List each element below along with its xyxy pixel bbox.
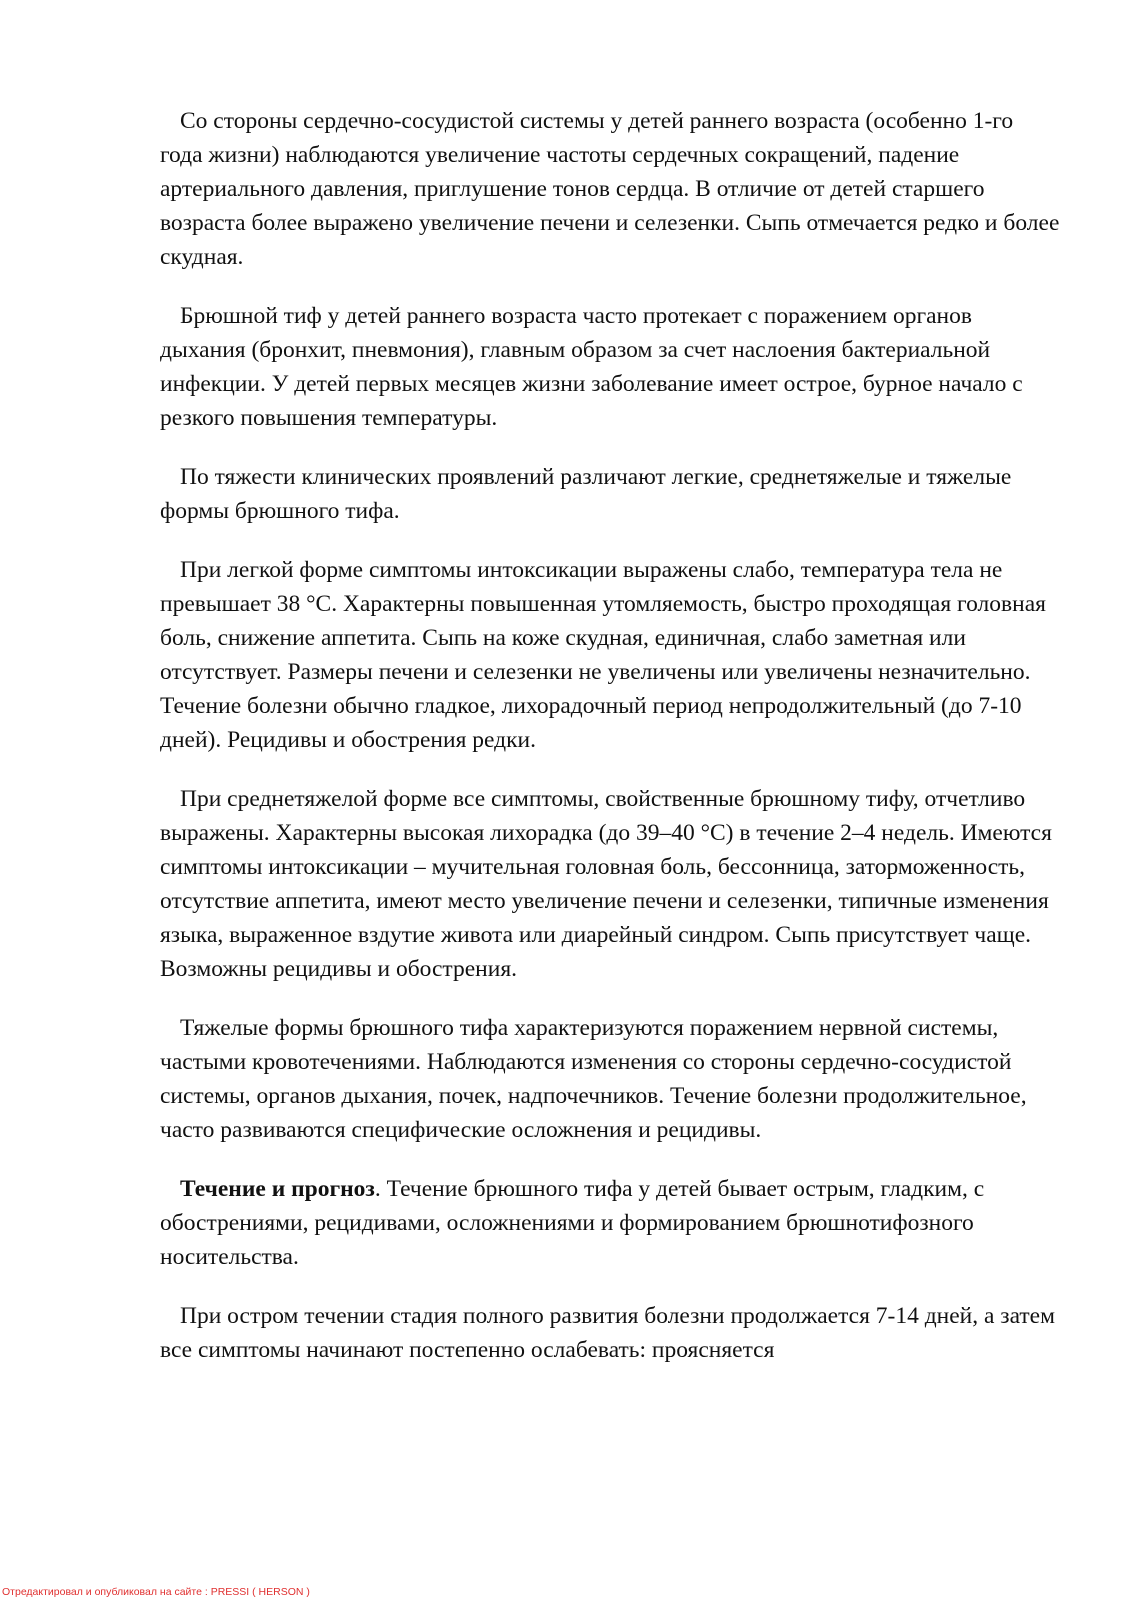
- paragraph-course-prognosis: [160, 1172, 1060, 1274]
- paragraph-respiratory: Брюшной тиф у детей раннего возраста часто протекает с поражением органов дыхания (бронхит, пневмония), главным образом за счет наслоения бактериальной инфекции. У детей первых месяцев жизни заболевание имеет острое, бурное начало с резкого повышения температуры.: [160, 303, 1023, 431]
- document-body: [160, 104, 1060, 1392]
- paragraph-acute-course: При остром течении стадия полного развития болезни продолжается 7-14 дней, а затем все симптомы начинают постепенно ослабевать: проясняется: [160, 1303, 1055, 1363]
- paragraph-severe-form: Тяжелые формы брюшного тифа характеризуются поражением нервной системы, частыми кровотечениями. Наблюдаются изменения со стороны сердечно-сосудистой системы, органов дыхания, почек, надпочечников. Течение болезни продолжительное, часто развиваются специфические осложнения и рецидивы.: [160, 1015, 1027, 1143]
- course-prognosis-text: . Течение брюшного тифа у детей бывает острым, гладким, с обострениями, рецидивами, осложнениями и формированием брюшнотифозного носительства.: [160, 1176, 985, 1270]
- paragraph-cardiovascular: Со стороны сердечно-сосудистой системы у детей раннего возраста (особенно 1-го года жизни) наблюдаются увеличение частоты сердечных сокращений, падение артериального давления, приглушение тонов сердца. В отличие от детей старшего возраста более выражено увеличение печени и селезенки. Сыпь отмечается редко и более скудная.: [160, 108, 1060, 270]
- paragraph-mild-form: При легкой форме симптомы интоксикации выражены слабо, температура тела не превышает 38 °С. Характерны повышенная утомляемость, быстро проходящая головная боль, снижение аппетита. Сыпь на коже скудная, единичная, слабо заметная или отсутствует. Размеры печени и селезенки не увеличены или увеличены незначительно. Течение болезни обычно гладкое, лихорадочный период непродолжительный (до 7-10 дней). Рецидивы и обострения редки.: [160, 557, 1046, 753]
- publisher-footer: Отредактировал и опубликовал на сайте : PRESSI ( HERSON ): [2, 1586, 310, 1598]
- paragraph-severity-forms: По тяжести клинических проявлений различают легкие, среднетяжелые и тяжелые формы брюшного тифа.: [160, 464, 1012, 524]
- course-prognosis-heading: Течение и прогноз: [180, 1176, 375, 1202]
- paragraph-moderate-form: При среднетяжелой форме все симптомы, свойственные брюшному тифу, отчетливо выражены. Характерны высокая лихорадка (до 39–40 °С) в течение 2–4 недель. Имеются симптомы интоксикации – мучительная головная боль, бессонница, заторможенность, отсутствие аппетита, имеют место увеличение печени и селезенки, типичные изменения языка, выраженное вздутие живота или диарейный синдром. Сыпь присутствует чаще. Возможны рецидивы и обострения.: [160, 786, 1052, 982]
